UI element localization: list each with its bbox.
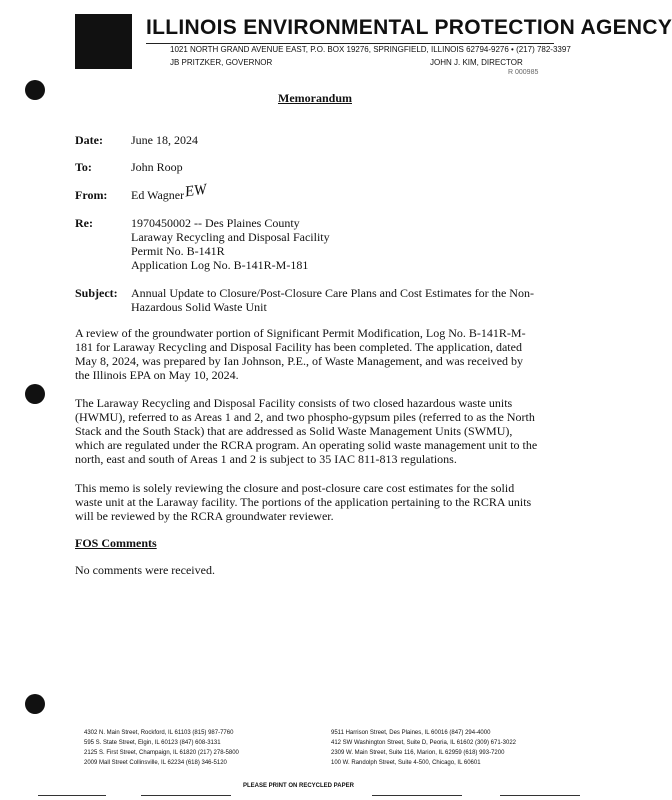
text-line: (HWMU), referred to as Areas 1 and 2, and two phospho-gypsum piles (referred to as the North	[75, 410, 535, 424]
punch-hole-middle	[25, 384, 45, 404]
paragraph-scope	[75, 481, 565, 523]
agency-logo	[75, 14, 132, 69]
office-address: 4302 N. Main Street, Rockford, IL 61103 (815) 987-7760	[84, 730, 234, 736]
re-line: Laraway Recycling and Disposal Facility	[131, 230, 330, 244]
memo-title: Memorandum	[278, 91, 352, 105]
punch-hole-bottom	[25, 694, 45, 714]
footer-rule	[372, 795, 462, 796]
text-line: May 8, 2024, was prepared by Ian Johnson, P.E., of Waste Management, and was received by	[75, 354, 524, 368]
footer-rule	[141, 795, 231, 796]
director-name: JOHN J. KIM, DIRECTOR	[430, 58, 523, 67]
to-label: To:	[75, 160, 92, 174]
memo-date: June 18, 2024	[131, 133, 198, 147]
punch-hole-top	[25, 80, 45, 100]
agency-address: 1021 NORTH GRAND AVENUE EAST, P.O. BOX 19276, SPRINGFIELD, ILLINOIS 62794-9276 • (217) 782-3397	[170, 45, 571, 54]
date-label: Date:	[75, 133, 103, 147]
text-line: Stack and the South Stack) that are addressed as Solid Waste Management Units (SWMU),	[75, 424, 513, 438]
footer-offices-right	[331, 728, 516, 768]
from-label: From:	[75, 188, 108, 202]
fos-comments-heading: FOS Comments	[75, 536, 157, 550]
text-line: which are regulated under the RCRA program. An operating solid waste management unit to the	[75, 438, 538, 452]
recycled-paper-note: PLEASE PRINT ON RECYCLED PAPER	[243, 783, 354, 789]
header-divider	[146, 43, 554, 44]
memo-subject	[131, 286, 534, 314]
text-line: waste unit at the Laraway facility. The portions of the application pertaining to the RCRA units	[75, 495, 532, 509]
text-line: This memo is solely reviewing the closure and post-closure care cost estimates for the solid	[75, 481, 515, 495]
re-line: 1970450002 -- Des Plaines County	[131, 216, 300, 230]
subject-line: Hazardous Solid Waste Unit	[131, 300, 267, 314]
agency-name: ILLINOIS ENVIRONMENTAL PROTECTION AGENCY	[146, 16, 672, 39]
footer-rule	[500, 795, 580, 796]
office-address: 2009 Mall Street Collinsville, IL 62234 (618) 346-5120	[84, 760, 227, 766]
document-stamp: R 000985	[508, 69, 539, 76]
office-address: 412 SW Washington Street, Suite D, Peoria, IL 61602 (309) 671-3022	[331, 740, 516, 746]
re-line: Application Log No. B-141R-M-181	[131, 258, 309, 272]
governor-name: JB PRITZKER, GOVERNOR	[170, 58, 273, 67]
footer-offices-left	[84, 728, 239, 768]
office-address: 595 S. State Street, Elgin, IL 60123 (847) 608-3131	[84, 740, 221, 746]
office-address: 2125 S. First Street, Champaign, IL 61820 (217) 278-5800	[84, 750, 239, 756]
text-line: The Laraway Recycling and Disposal Facility consists of two closed hazardous waste units	[75, 396, 513, 410]
re-line: Permit No. B-141R	[131, 244, 225, 258]
handwritten-initials: EW	[183, 181, 208, 201]
re-label: Re:	[75, 216, 93, 230]
office-address: 100 W. Randolph Street, Suite 4-500, Chicago, IL 60601	[331, 760, 481, 766]
subject-label: Subject:	[75, 286, 118, 300]
office-address: 9511 Harrison Street, Des Plaines, IL 60016 (847) 294-4000	[331, 730, 491, 736]
text-line: the Illinois EPA on May 10, 2024.	[75, 368, 239, 382]
subject-line: Annual Update to Closure/Post-Closure Care Plans and Cost Estimates for the Non-	[131, 286, 534, 300]
footer-rule	[38, 795, 106, 796]
paragraph-review	[75, 326, 565, 382]
office-address: 2309 W. Main Street, Suite 116, Marion, IL 62959 (618) 993-7200	[331, 750, 505, 756]
paragraph-facility	[75, 396, 565, 466]
memo-re	[131, 216, 330, 272]
text-line: north, east and south of Areas 1 and 2 is subject to 35 IAC 811-813 regulations.	[75, 452, 457, 466]
text-line: will be reviewed by the RCRA groundwater reviewer.	[75, 509, 334, 523]
text-line: 181 for Laraway Recycling and Disposal Facility has been completed. The application, dated	[75, 340, 522, 354]
memo-to: John Roop	[131, 160, 183, 174]
text-line: A review of the groundwater portion of Significant Permit Modification, Log No. B-141R-M-	[75, 326, 526, 340]
memo-from: Ed Wagner	[131, 188, 185, 202]
fos-comments-text: No comments were received.	[75, 563, 215, 577]
